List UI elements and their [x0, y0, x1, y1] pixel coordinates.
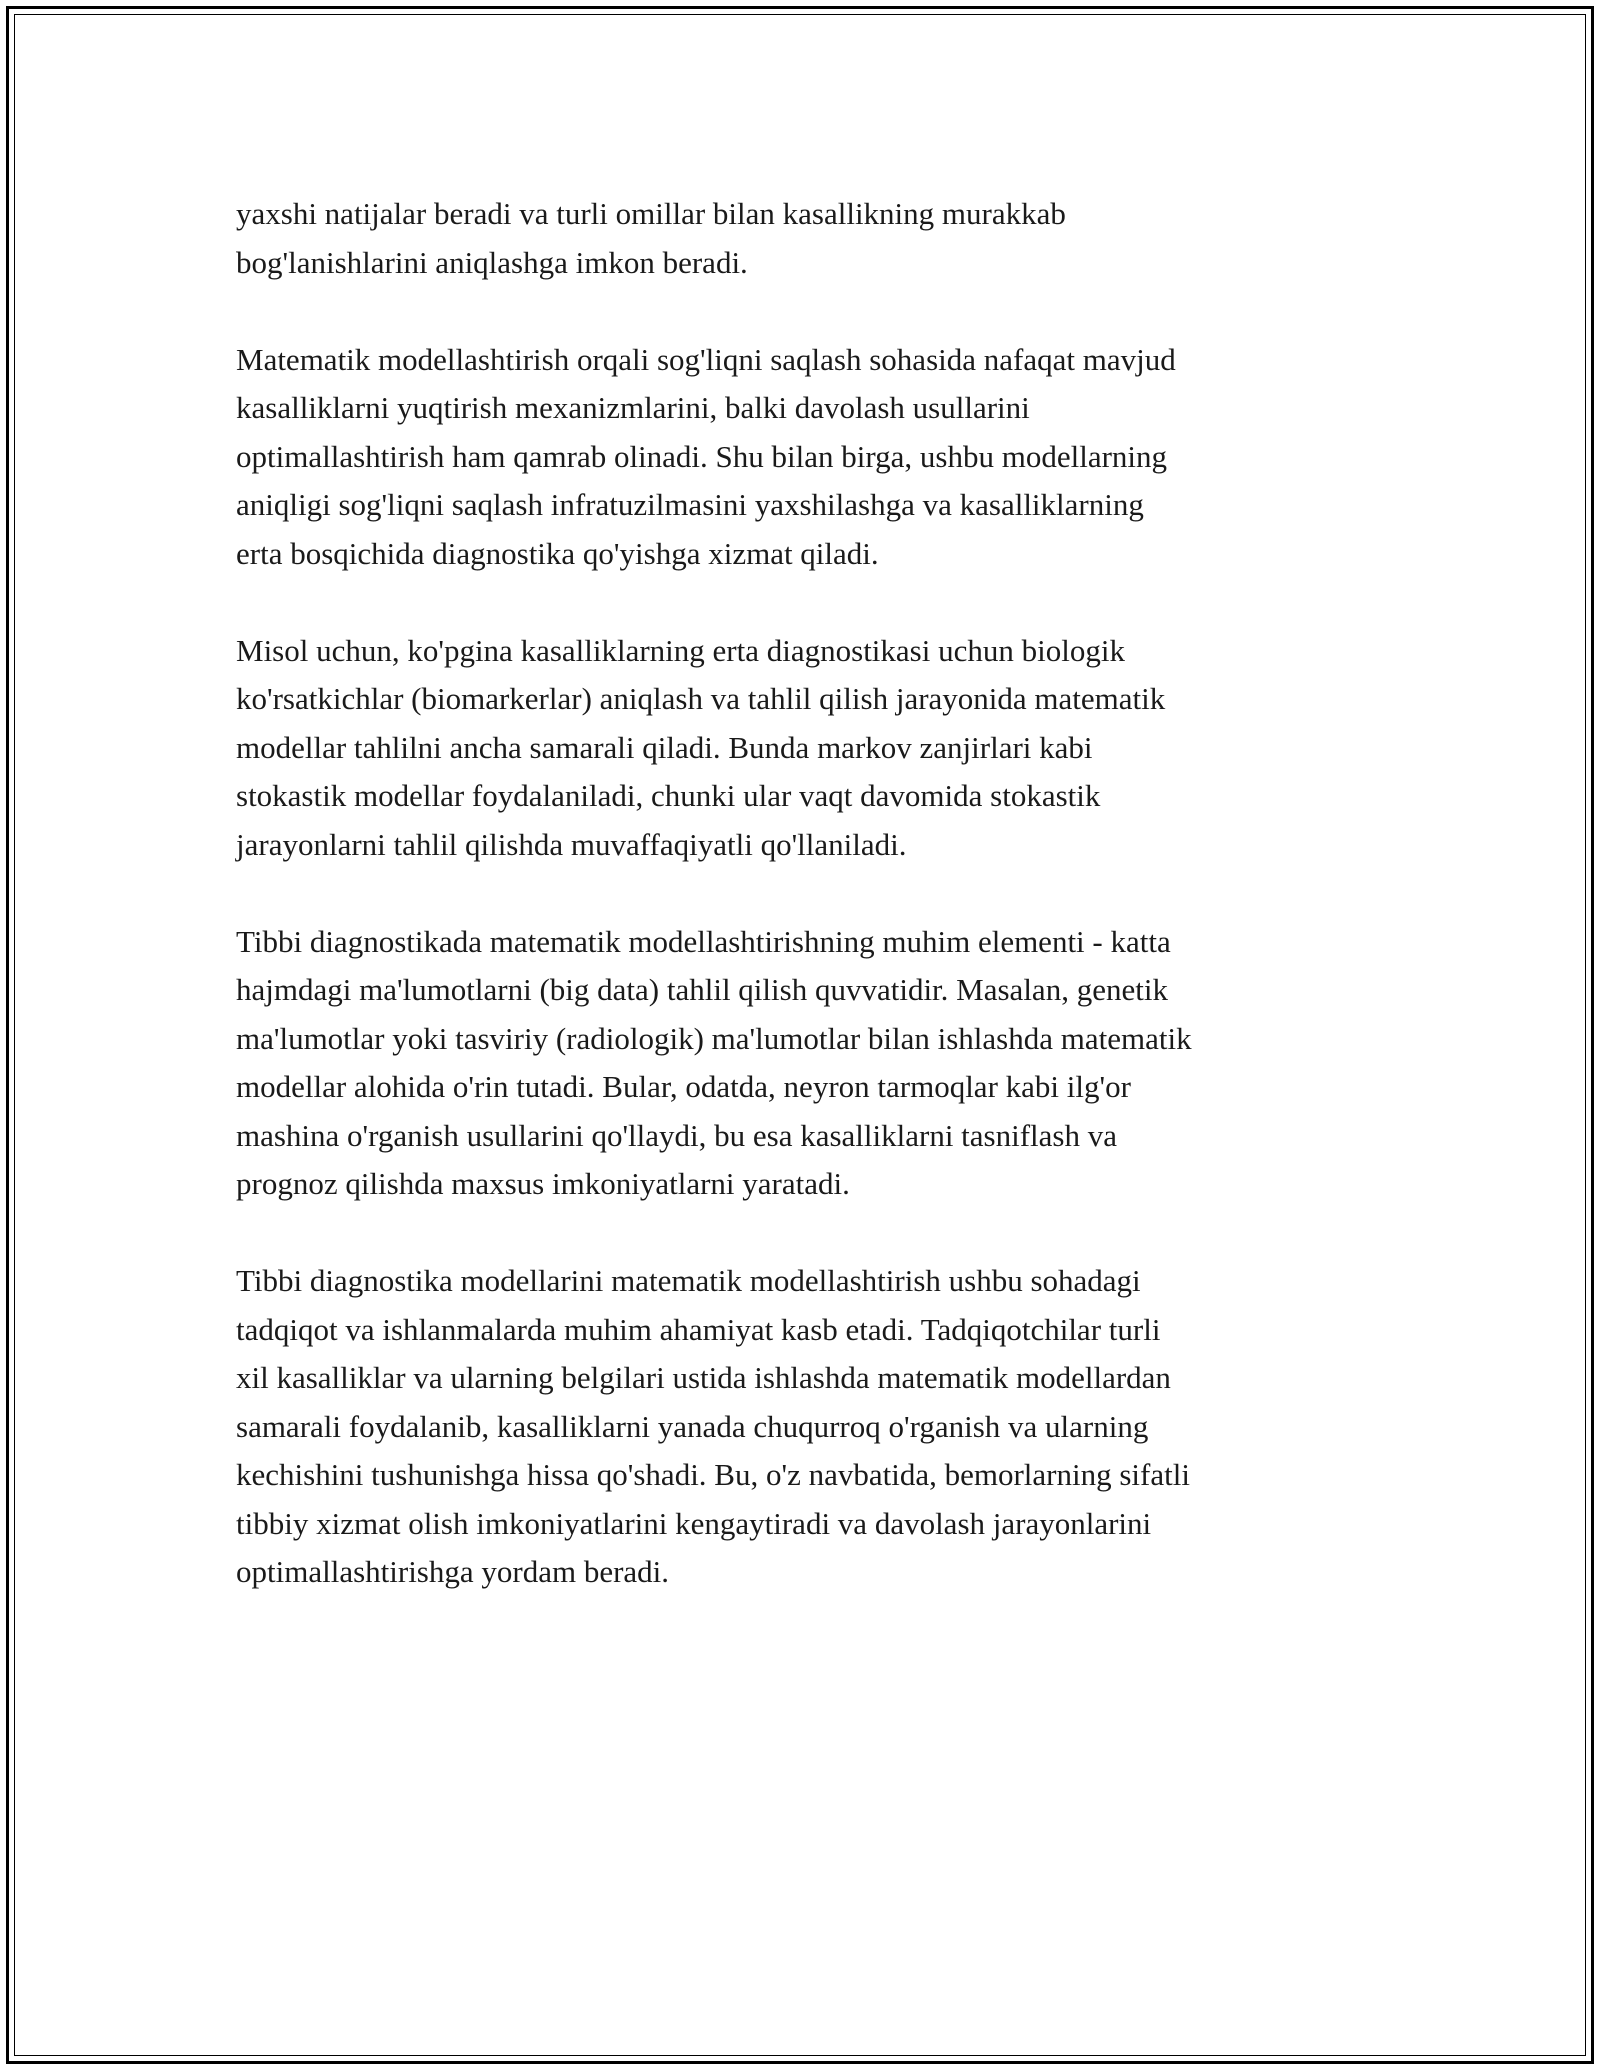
text-line: modellar alohida o'rin tutadi. Bular, odatda, neyron tarmoqlar kabi ilg'or	[236, 1069, 1131, 1104]
text-line: yaxshi natijalar beradi va turli omillar bilan kasallikning murakkab	[236, 196, 1066, 231]
text-line: optimallashtirishga yordam beradi.	[236, 1554, 670, 1589]
document-body	[236, 190, 1396, 1645]
text-line: stokastik modellar foydalaniladi, chunki ular vaqt davomida stokastik	[236, 778, 1101, 813]
text-line: hajmdagi ma'lumotlarni (big data) tahlil qilish quvvatidir. Masalan, genetik	[236, 972, 1168, 1007]
text-line: jarayonlarni tahlil qilishda muvaffaqiyatli qo'llaniladi.	[236, 826, 907, 862]
text-line: prognoz qilishda maxsus imkoniyatlarni yaratadi.	[236, 1166, 850, 1201]
text-line: Matematik modellashtirish orqali sog'liqni saqlash sohasida nafaqat mavjud	[236, 341, 1176, 377]
paragraph-2	[236, 336, 1396, 579]
paragraph-4	[236, 918, 1396, 1209]
text-line: samarali foydalanib, kasalliklarni yanada chuqurroq o'rganish va ularning	[236, 1408, 1149, 1444]
text-line: Tibbi diagnostikada matematik modellashtirishning muhim elementi - katta	[236, 923, 1171, 959]
text-line: mashina o'rganish usullarini qo'llaydi, bu esa kasalliklarni tasniflash va	[236, 1117, 1118, 1153]
text-line: ko'rsatkichlar (biomarkerlar) aniqlash va tahlil qilish jarayonida matematik	[236, 681, 1166, 716]
text-line: Tibbi diagnostika modellarini matematik modellashtirish ushbu sohadagi	[236, 1263, 1141, 1298]
text-line: optimallashtirish ham qamrab olinadi. Shu bilan birga, ushbu modellarning	[236, 438, 1168, 474]
text-line: kasalliklarni yuqtirish mexanizmlarini, balki davolash usullarini	[236, 390, 1030, 425]
text-line: Misol uchun, ko'pgina kasalliklarning erta diagnostikasi uchun biologik	[236, 632, 1125, 668]
text-line: aniqligi sog'liqni saqlash infratuzilmasini yaxshilashga va kasalliklarning	[236, 487, 1144, 522]
paragraph-1	[236, 190, 1396, 287]
text-line: tadqiqot va ishlanmalarda muhim ahamiyat kasb etadi. Tadqiqotchilar turli	[236, 1311, 1161, 1347]
text-line: kechishini tushunishga hissa qo'shadi. Bu, o'z navbatida, bemorlarning sifatli	[236, 1457, 1190, 1492]
text-line: tibbiy xizmat olish imkoniyatlarini kengaytiradi va davolash jarayonlarini	[236, 1505, 1152, 1541]
text-line: ma'lumotlar yoki tasviriy (radiologik) ma'lumotlar bilan ishlashda matematik	[236, 1020, 1192, 1056]
text-line: modellar tahlilni ancha samarali qiladi. Bunda markov zanjirlari kabi	[236, 729, 1093, 765]
paragraph-5	[236, 1257, 1396, 1597]
paragraph-3	[236, 627, 1396, 870]
text-line: bog'lanishlarini aniqlashga imkon beradi.	[236, 244, 748, 280]
text-line: erta bosqichida diagnostika qo'yishga xizmat qiladi.	[236, 535, 879, 571]
text-line: xil kasalliklar va ularning belgilari ustida ishlashda matematik modellardan	[236, 1360, 1171, 1395]
